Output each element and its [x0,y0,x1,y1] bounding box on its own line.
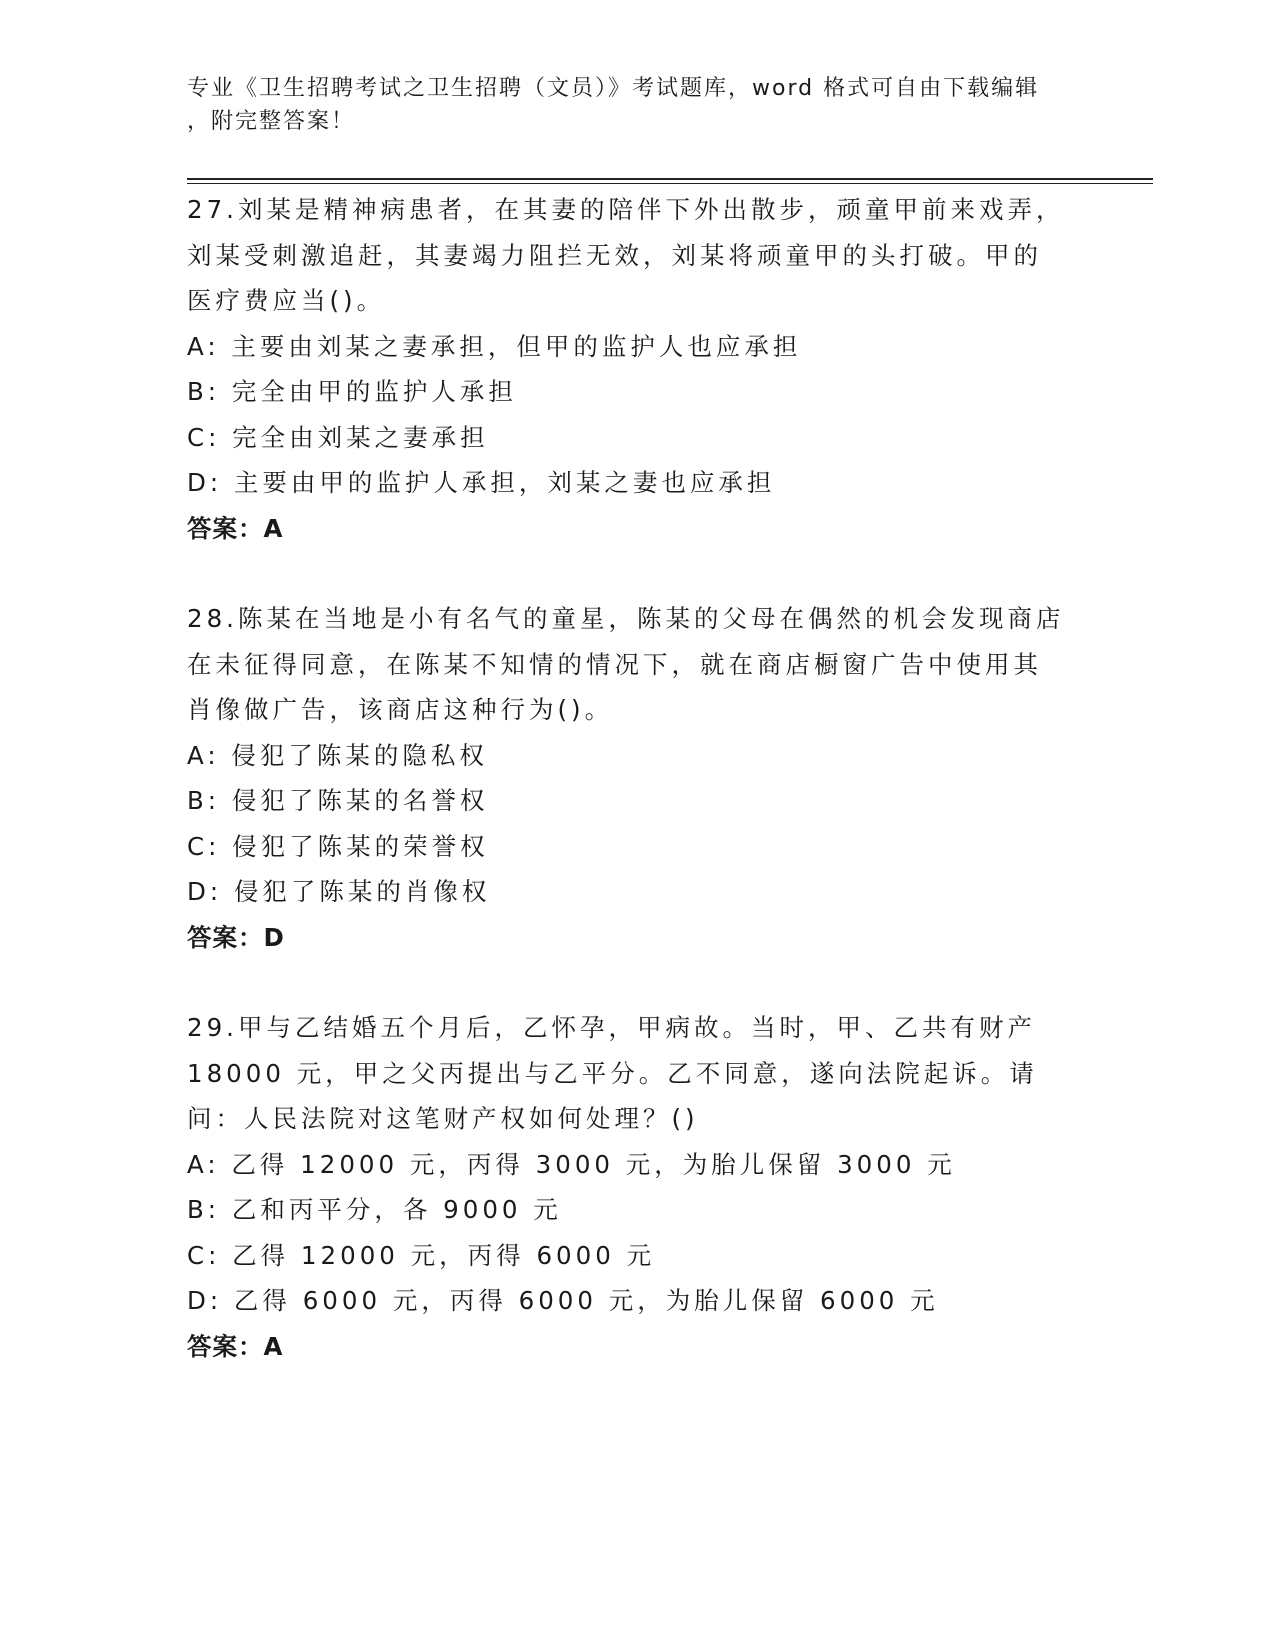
option-a: A: 乙得 12000 元，丙得 3000 元，为胎儿保留 3000 元 [187,1149,956,1179]
question-28 [187,596,1067,960]
option-d: D: 侵犯了陈某的肖像权 [187,877,491,906]
option-d: D: 主要由甲的监护人承担，刘某之妻也应承担 [187,468,776,497]
header-divider-thick [187,178,1153,180]
header-line-2: ，附完整答案！ [187,109,356,134]
option-b: B: 完全由甲的监护人承担 [187,377,517,406]
header-line-1: 专业《卫生招聘考试之卫生招聘（文员）》考试题库，word 格式可自由下载编辑 [187,76,1040,101]
option-b: B: 侵犯了陈某的名誉权 [187,786,489,815]
option-c: C: 完全由刘某之妻承担 [187,422,489,452]
document-header [187,72,1067,138]
answer-label: 答案：A [187,1331,284,1361]
option-d: D: 乙得 6000 元，丙得 6000 元，为胎儿保留 6000 元 [187,1286,939,1315]
question-stem: 27.刘某是精神病患者，在其妻的陪伴下外出散步，顽童甲前来戏弄，刘某受刺激追赶，其妻竭力阻拦无效，刘某将顽童甲的头打破。甲的医疗费应当()。 [187,195,1065,315]
answer-label: 答案：A [187,513,284,543]
question-stem: 28.陈某在当地是小有名气的童星，陈某的父母在偶然的机会发现商店在未征得同意，在陈某不知情的情况下，就在商店橱窗广告中使用其肖像做广告，该商店这种行为()。 [187,604,1065,724]
option-b: B: 乙和丙平分，各 9000 元 [187,1195,562,1224]
question-29 [187,1005,1067,1369]
header-divider-thin [187,183,1153,184]
option-a: A: 侵犯了陈某的隐私权 [187,740,488,770]
question-stem: 29.甲与乙结婚五个月后，乙怀孕，甲病故。当时，甲、乙共有财产18000 元，甲之父丙提出与乙平分。乙不同意，遂向法院起诉。请问：人民法院对这笔财产权如何处理？() [187,1013,1038,1133]
question-27 [187,187,1067,551]
answer-label: 答案：D [187,922,285,952]
option-a: A: 主要由刘某之妻承担，但甲的监护人也应承担 [187,331,802,361]
option-c: C: 乙得 12000 元，丙得 6000 元 [187,1240,656,1270]
option-c: C: 侵犯了陈某的荣誉权 [187,831,489,861]
